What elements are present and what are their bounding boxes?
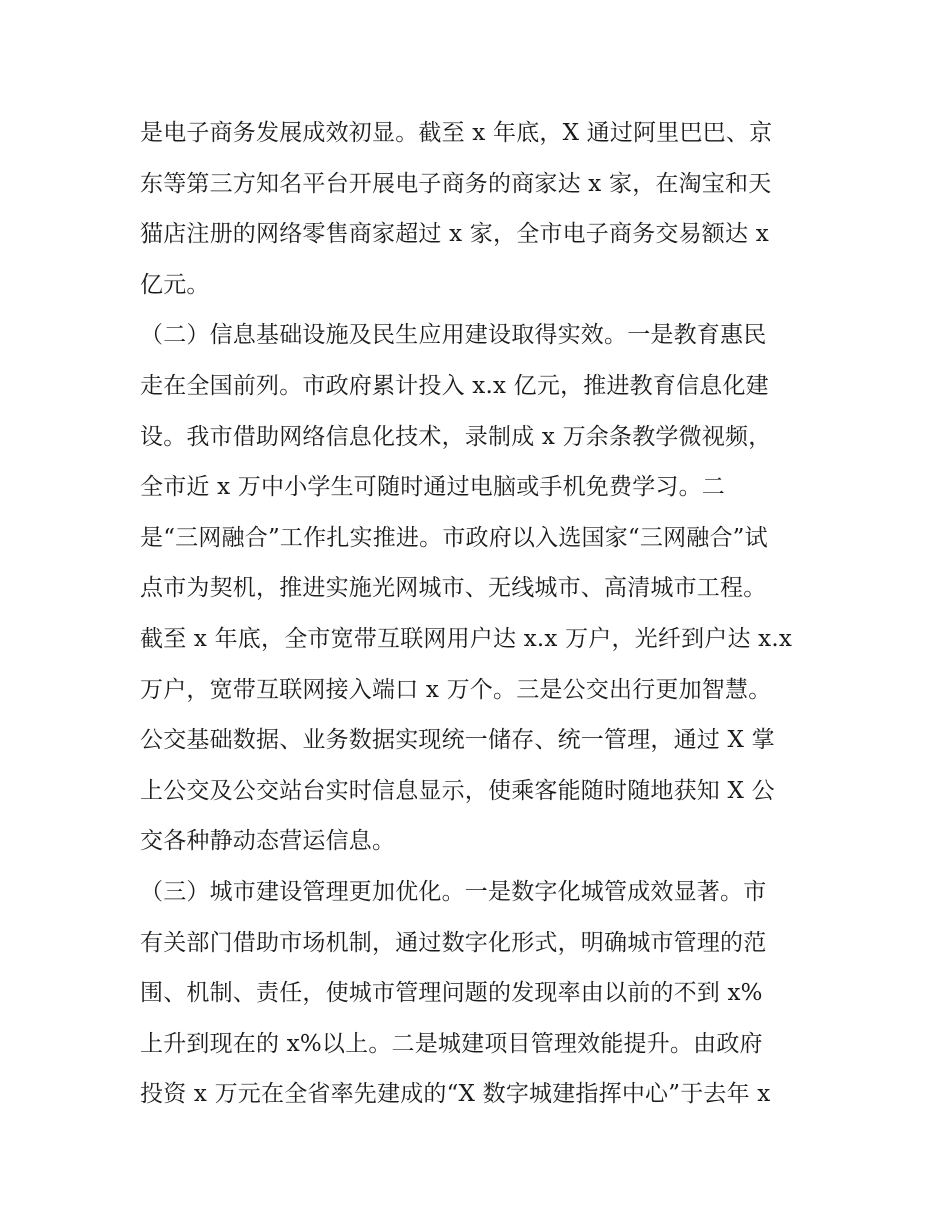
text-line-1: 是电子商务发展成效初显。截至 x 年底，X 通过阿里巴巴、京 bbox=[140, 120, 773, 146]
section-heading-3-line: （三）城市建设管理更加优化。一是数字化城管成效显著。市 bbox=[140, 878, 767, 905]
text-line-13: 公交基础数据、业务数据实现统一储存、统一管理，通过 X 掌 bbox=[140, 727, 775, 754]
text-line-14: 上公交及公交站台实时信息显示，使乘客能随时随地获知 X 公 bbox=[140, 777, 775, 804]
text-line-18: 围、机制、责任，使城市管理问题的发现率由以前的不到 x% bbox=[140, 980, 763, 1007]
text-line-19: 上升到现在的 x%以上。二是城建项目管理效能提升。由政府 bbox=[140, 1030, 763, 1057]
text-line-20: 投资 x 万元在全省率先建成的“X 数字城建指挥中心”于去年 x bbox=[140, 1081, 771, 1108]
text-line-17: 有关部门借助市场机制，通过数字化形式，明确城市管理的范 bbox=[140, 929, 767, 956]
text-line-2: 东等第三方知名平台开展电子商务的商家达 x 家，在淘宝和天 bbox=[140, 170, 772, 197]
text-line-7: 设。我市借助网络信息化技术，录制成 x 万余条教学微视频， bbox=[140, 423, 772, 450]
text-line-8: 全市近 x 万中小学生可随时通过电脑或手机免费学习。二 bbox=[140, 474, 725, 501]
text-line-3: 猫店注册的网络零售商家超过 x 家，全市电子商务交易额达 x bbox=[140, 221, 769, 248]
document-body bbox=[140, 108, 820, 1120]
text-line-10: 点市为契机，推进实施光网城市、无线城市、高清城市工程。 bbox=[140, 575, 767, 602]
text-line-12: 万户，宽带互联网接入端口 x 万个。三是公交出行更加智慧。 bbox=[140, 676, 772, 703]
text-line-11: 截至 x 年底，全市宽带互联网用户达 x.x 万户，光纤到户达 x.x bbox=[140, 625, 793, 652]
text-line-6: 走在全国前列。市政府累计投入 x.x 亿元，推进教育信息化建 bbox=[140, 372, 769, 399]
text-line-15: 交各种静动态营运信息。 bbox=[140, 828, 396, 855]
section-heading-2-line: （二）信息基础设施及民生应用建设取得实效。一是教育惠民 bbox=[140, 322, 767, 349]
text-line-4: 亿元。 bbox=[140, 271, 210, 298]
text-line-9: 是“三网融合”工作扎实推进。市政府以入选国家“三网融合”试 bbox=[140, 524, 768, 551]
